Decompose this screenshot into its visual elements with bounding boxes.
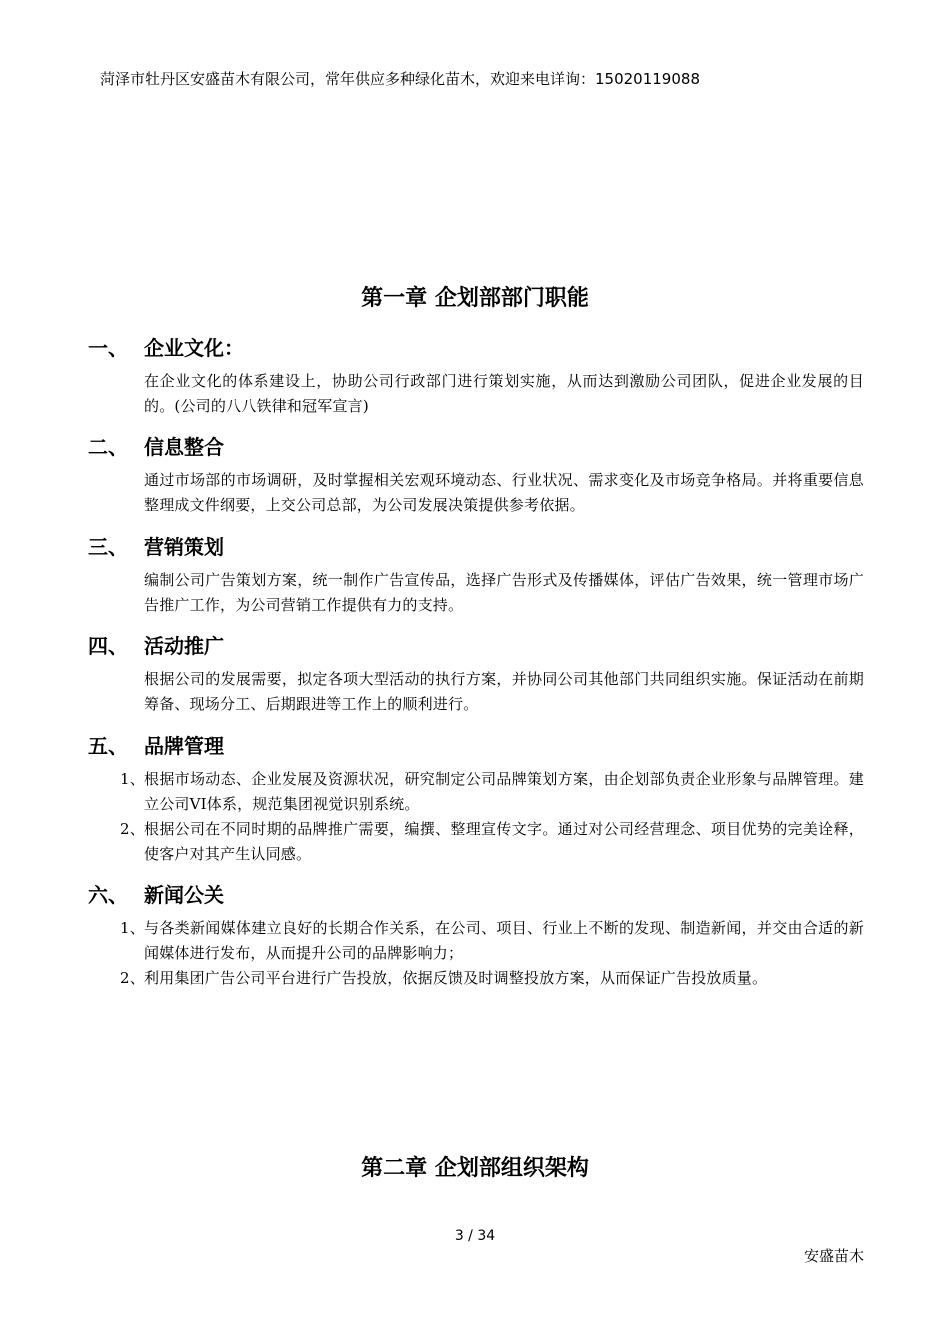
footer-company: 安盛苗木 xyxy=(803,1247,864,1265)
list-marker: 2、 xyxy=(120,969,145,987)
section-title: 企业文化： xyxy=(144,336,244,360)
section-number: 四、 xyxy=(88,634,128,658)
list-item-text: 利用集团广告公司平台进行广告投放，依据反馈及时调整投放方案，从而保证广告投放质量。 xyxy=(144,969,768,987)
section-heading xyxy=(88,629,868,663)
list-item xyxy=(120,916,864,966)
section-title: 品牌管理 xyxy=(144,734,224,758)
page-header: 菏泽市牡丹区安盛苗木有限公司，常年供应多种绿化苗木，欢迎来电详询：15020119088 xyxy=(100,70,700,88)
section-information-integration xyxy=(88,430,868,518)
section-title: 新闻公关 xyxy=(144,883,224,907)
section-brand-management xyxy=(88,729,868,867)
section-number: 六、 xyxy=(88,883,128,907)
section-paragraph: 在企业文化的体系建设上，协助公司行政部门进行策划实施，从而达到激励公司团队，促进企业发展的目的。(公司的八八铁律和冠军宣言) xyxy=(144,372,864,415)
page-number: 3 / 34 xyxy=(454,1228,496,1244)
section-event-promotion xyxy=(88,629,868,717)
section-number: 二、 xyxy=(88,435,128,459)
list-item-text: 根据市场动态、企业发展及资源状况，研究制定公司品牌策划方案，由企划部负责企业形象与品牌管理。建立公司VI体系，规范集团视觉识别系统。 xyxy=(144,770,864,813)
list-marker: 1、 xyxy=(120,770,145,788)
section-number: 五、 xyxy=(88,734,128,758)
section-heading xyxy=(88,878,868,912)
section-paragraph: 通过市场部的市场调研，及时掌握相关宏观环境动态、行业状况、需求变化及市场竞争格局。并将重要信息整理成文件纲要，上交公司总部，为公司发展决策提供参考依据。 xyxy=(144,471,864,514)
list-item xyxy=(120,817,864,867)
list-item-text: 根据公司在不同时期的品牌推广需要，编撰、整理宣传文字。通过对公司经营理念、项目优势的完美诠释，使客户对其产生认同感。 xyxy=(144,820,864,863)
section-heading xyxy=(88,729,868,763)
section-title: 活动推广 xyxy=(144,634,224,658)
section-number: 三、 xyxy=(88,535,128,559)
section-title: 信息整合 xyxy=(144,435,224,459)
section-heading xyxy=(88,430,868,464)
chapter-1-title: 第一章 企划部部门职能 xyxy=(361,286,589,311)
section-news-pr xyxy=(88,878,868,991)
list-marker: 1、 xyxy=(120,919,145,937)
section-number: 一、 xyxy=(88,336,128,360)
section-marketing-planning xyxy=(88,530,868,618)
chapter-2-title: 第二章 企划部组织架构 xyxy=(361,1156,589,1181)
section-enterprise-culture xyxy=(88,331,868,419)
list-marker: 2、 xyxy=(120,820,145,838)
section-paragraph: 根据公司的发展需要，拟定各项大型活动的执行方案，并协同公司其他部门共同组织实施。保证活动在前期筹备、现场分工、后期跟进等工作上的顺利进行。 xyxy=(144,670,864,713)
section-heading xyxy=(88,530,868,564)
section-title: 营销策划 xyxy=(144,535,224,559)
section-paragraph: 编制公司广告策划方案，统一制作广告宣传品，选择广告形式及传播媒体，评估广告效果，统一管理市场广告推广工作，为公司营销工作提供有力的支持。 xyxy=(144,571,864,614)
list-item xyxy=(120,767,864,817)
section-heading xyxy=(88,331,868,365)
list-item xyxy=(120,966,864,991)
list-item-text: 与各类新闻媒体建立良好的长期合作关系，在公司、项目、行业上不断的发现、制造新闻，并交由合适的新闻媒体进行发布，从而提升公司的品牌影响力； xyxy=(144,919,864,962)
